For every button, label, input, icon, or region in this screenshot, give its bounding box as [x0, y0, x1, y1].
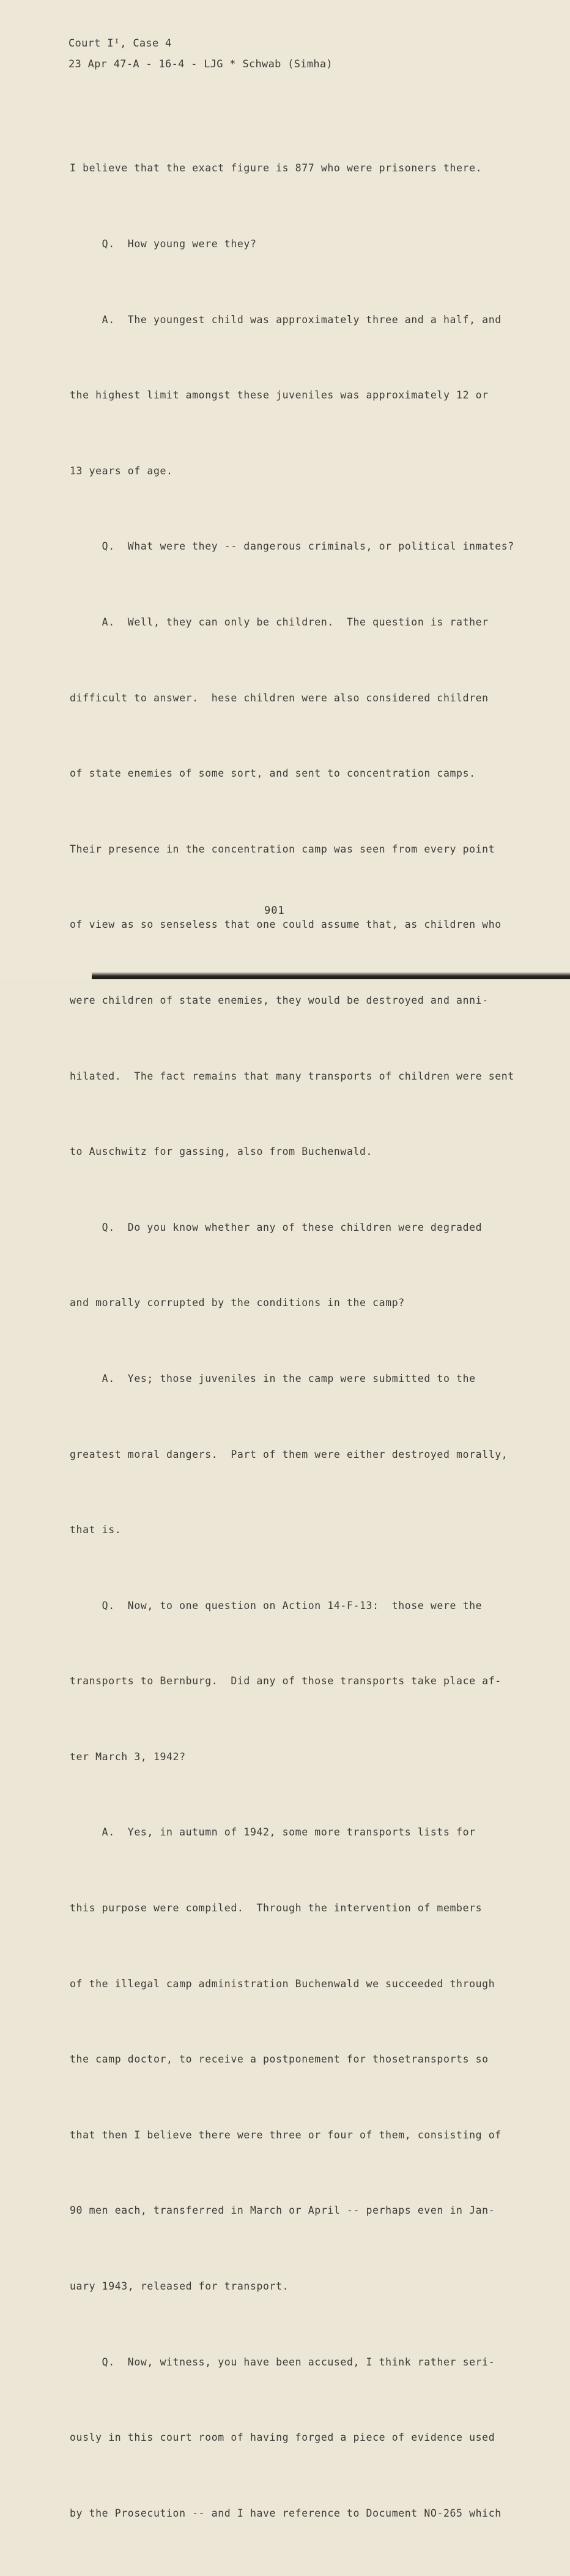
scan-bottom-edge: [92, 972, 570, 979]
transcript-line: difficult to answer. hese children were also considered children: [70, 692, 489, 704]
transcript-line: A. The youngest child was approximately three and a half, and: [70, 313, 502, 326]
transcript-line: A. Yes, in autumn of 1942, some more transports lists for: [70, 1826, 476, 1839]
transcript-line: that is.: [70, 1524, 122, 1536]
transcript-line: of state enemies of some sort, and sent to concentration camps.: [70, 767, 476, 780]
transcript-line: and morally corrupted by the conditions in the camp?: [70, 1297, 405, 1309]
transcript-line: I believe that the exact figure is 877 who were prisoners there.: [70, 162, 483, 174]
transcript-line: this purpose were compiled. Through the intervention of members: [70, 1902, 483, 1914]
document-header: [68, 33, 333, 75]
transcript-line: by the Prosecution -- and I have reference to Document NO-265 which: [70, 2507, 502, 2519]
page-number: 901: [264, 905, 285, 917]
transcript-line: ter March 3, 1942?: [70, 1750, 186, 1763]
transcript-line: Q. How young were they?: [70, 238, 257, 250]
transcript-line: A. Well, they can only be children. The question is rather: [70, 616, 489, 628]
transcript-line: of view as so senseless that one could assume that, as children who: [70, 919, 502, 931]
transcript-line: that then I believe there were three or four of them, consisting of: [70, 2129, 502, 2141]
transcript-line: greatest moral dangers. Part of them were either destroyed morally,: [70, 1448, 508, 1460]
transcript-line: Q. Now, to one question on Action 14-F-13: those were the: [70, 1599, 483, 1611]
transcript-line: were children of state enemies, they would be destroyed and anni-: [70, 994, 489, 1006]
transcript-line: A. Yes; those juveniles in the camp were submitted to the: [70, 1372, 476, 1384]
transcript-line: transports to Bernburg. Did any of those transports take place af-: [70, 1675, 502, 1687]
transcript-line: 13 years of age.: [70, 465, 173, 477]
transcript-line: hilated. The fact remains that many transports of children were sent: [70, 1070, 514, 1082]
transcript-line: ously in this court room of having forged a piece of evidence used: [70, 2432, 495, 2444]
transcript-line: 90 men each, transferred in March or April -- perhaps even in Jan-: [70, 2205, 495, 2217]
transcript-line: Q. Do you know whether any of these children were degraded: [70, 1221, 483, 1233]
transcript-line: to Auschwitz for gassing, also from Buchenwald.: [70, 1146, 373, 1158]
session-line: 23 Apr 47-A - 16-4 - LJG * Schwab (Simha): [68, 58, 333, 70]
transcript-body: [70, 105, 514, 2576]
transcript-line: the highest limit amongst these juveniles was approximately 12 or: [70, 389, 489, 401]
court-case-line: Court Iᴵ, Case 4: [68, 37, 172, 50]
transcript-line: Q. What were they -- dangerous criminals, or political inmates?: [70, 540, 514, 553]
transcript-line: uary 1943, released for transport.: [70, 2280, 289, 2293]
transcript-line: the camp doctor, to receive a postponement for thosetransports so: [70, 2053, 489, 2066]
transcript-line: Their presence in the concentration camp was seen from every point: [70, 843, 495, 855]
transcript-line: Q. Now, witness, you have been accused, I think rather seri-: [70, 2356, 495, 2368]
transcript-line: of the illegal camp administration Buchenwald we succeeded through: [70, 1977, 495, 1990]
